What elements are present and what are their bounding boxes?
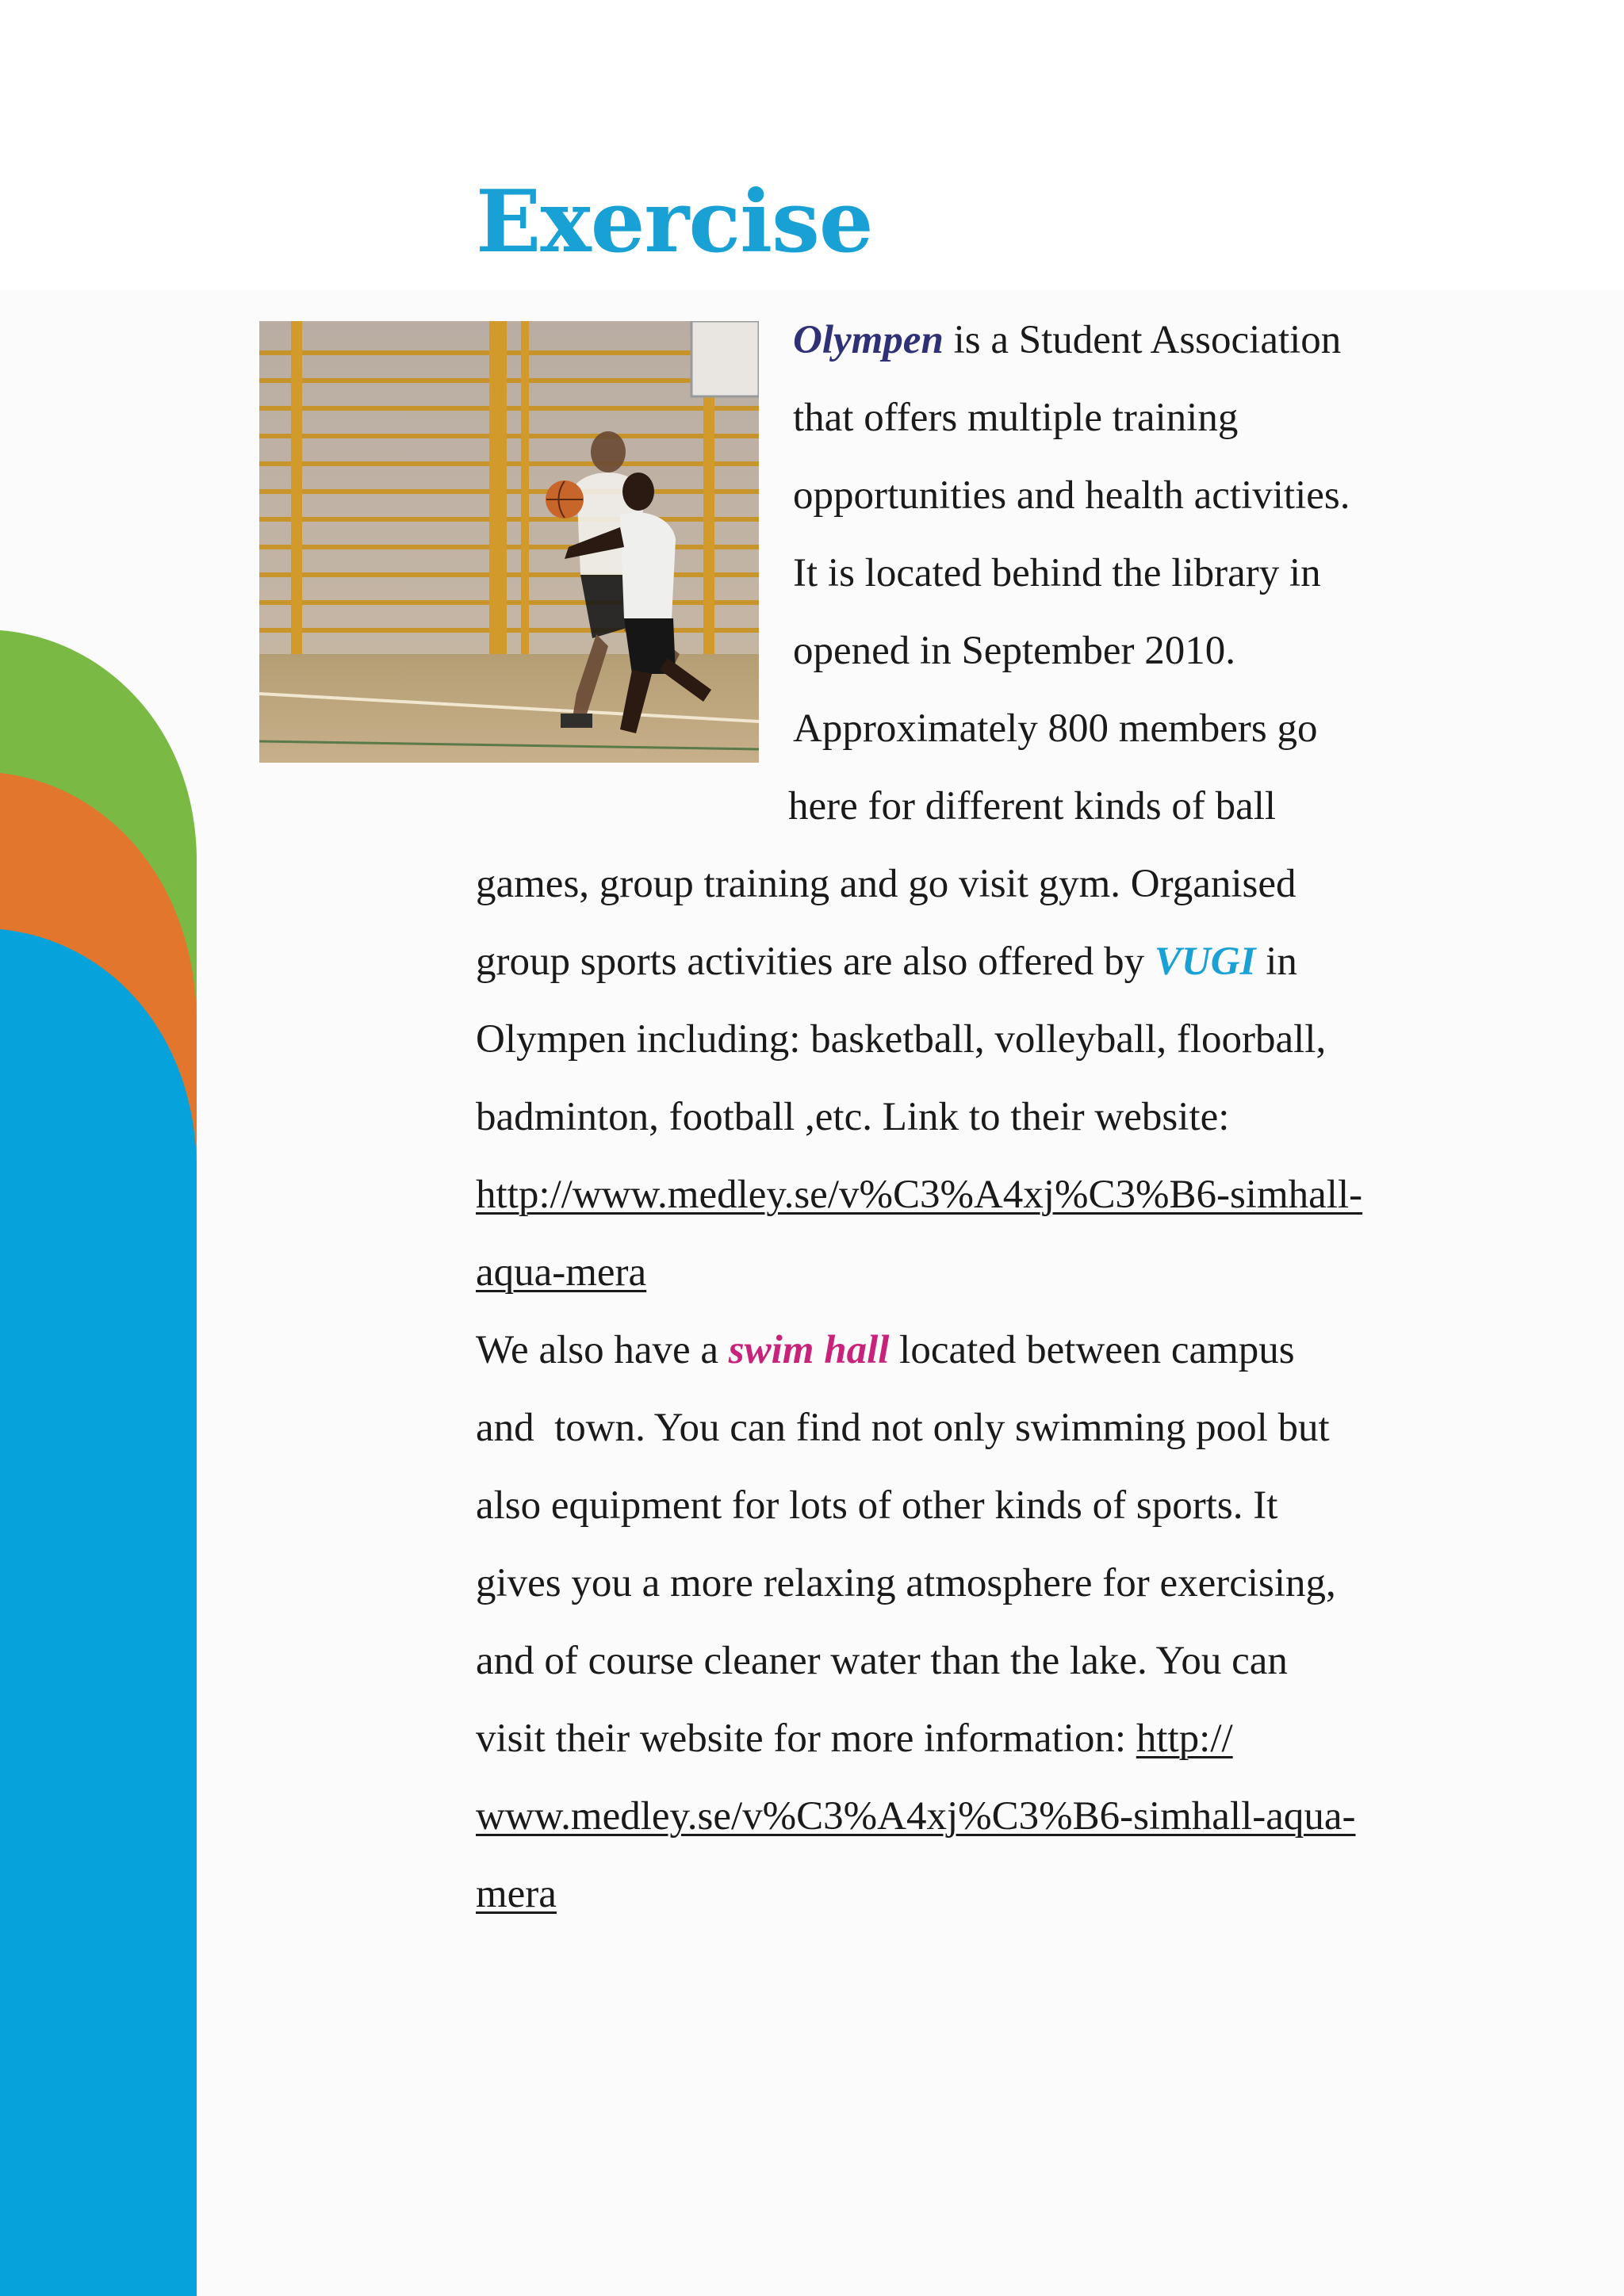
text-line: gives you a more relaxing atmosphere for exercising, <box>476 1561 1336 1605</box>
text-line: here for different kinds of ball <box>788 784 1277 828</box>
text-line <box>476 1700 1233 1777</box>
text-line: and of course cleaner water than the lake. You can <box>476 1639 1288 1683</box>
olympen-website-link[interactable]: http://www.medley.se/v%C3%A4xj%C3%B6-simhall- <box>476 1173 1363 1217</box>
swim-hall-name: swim hall <box>728 1328 890 1372</box>
text-fragment: visit their website for more information: <box>476 1716 1136 1761</box>
text-fragment: located between campus <box>889 1328 1295 1372</box>
text-line: Olympen including: basketball, volleyball, floorball, <box>476 1017 1327 1062</box>
swim-hall-website-link[interactable]: http:// <box>1136 1716 1233 1761</box>
olympen-website-link-continued[interactable]: aqua-mera <box>476 1250 647 1295</box>
text-fragment: in <box>1255 939 1297 984</box>
text-line <box>476 923 1297 1001</box>
text-line: opportunities and health activities. <box>793 473 1350 518</box>
text-line: that offers multiple training <box>793 396 1239 440</box>
vugi-name: VUGI <box>1154 939 1256 984</box>
swim-hall-website-link-continued[interactable]: www.medley.se/v%C3%A4xj%C3%B6-simhall-aqua- <box>476 1794 1356 1839</box>
text-line <box>476 1777 1356 1855</box>
text-line: badminton, football ,etc. Link to their website: <box>476 1095 1230 1139</box>
text-line: It is located behind the library in <box>793 551 1321 595</box>
text-line: also equipment for lots of other kinds of sports. It <box>476 1483 1278 1528</box>
text-line <box>476 1156 1362 1234</box>
text-line <box>476 1234 646 1311</box>
text-line <box>476 1311 1295 1389</box>
olympen-name: Olympen <box>793 318 944 362</box>
text-line: and town. You can find not only swimming pool but <box>476 1406 1330 1450</box>
text-line <box>476 1855 557 1933</box>
text-fragment: group sports activities are also offered by <box>476 939 1155 984</box>
text-line: games, group training and go visit gym. Organised <box>476 862 1297 906</box>
text-fragment: is a Student Association <box>943 318 1342 362</box>
basketball-players-photo <box>259 321 759 763</box>
text-line <box>793 301 1341 379</box>
text-fragment: We also have a <box>476 1328 729 1372</box>
swim-hall-website-link-end[interactable]: mera <box>476 1872 557 1916</box>
text-line: opened in September 2010. <box>793 629 1236 673</box>
blue-arc <box>0 929 197 2296</box>
text-line: Approximately 800 members go <box>793 706 1318 751</box>
page-title: Exercise <box>476 172 873 272</box>
